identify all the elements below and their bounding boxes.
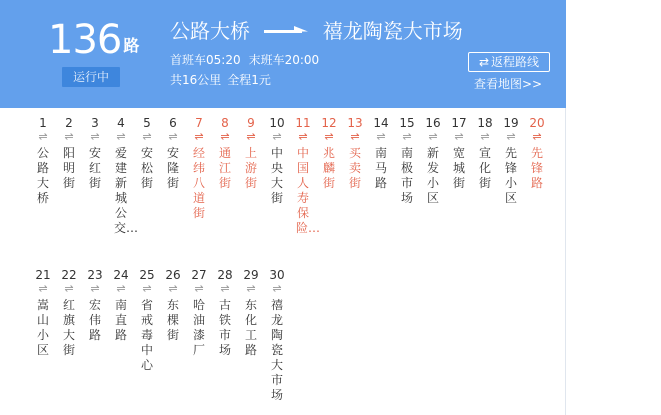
- direction-arrows-icon: ⇌: [428, 130, 438, 143]
- stop-item[interactable]: [316, 116, 342, 191]
- direction-arrows-icon: ⇌: [38, 282, 48, 295]
- direction-arrows-icon: ⇌: [116, 130, 126, 143]
- stop-item[interactable]: [264, 116, 290, 206]
- stop-index: 21: [35, 268, 51, 282]
- stop-index: 10: [269, 116, 285, 130]
- direction-arrows-icon: ⇌: [298, 130, 308, 143]
- stop-name: 经纬八道街: [192, 146, 205, 220]
- stop-index: 19: [503, 116, 519, 130]
- stop-index: 6: [169, 116, 177, 130]
- stop-name: 新发小区: [426, 146, 439, 205]
- stop-item[interactable]: [446, 116, 472, 191]
- stop-item[interactable]: [134, 116, 160, 191]
- stop-name: 南直路: [114, 298, 127, 342]
- stop-name: 南马路: [374, 146, 387, 190]
- view-map-link[interactable]: 查看地图>>: [474, 77, 543, 91]
- stop-index: 25: [139, 268, 155, 282]
- direction-arrows-icon: ⇌: [64, 130, 74, 143]
- stop-list: [30, 116, 566, 415]
- stop-item[interactable]: [160, 268, 186, 343]
- route-origin: 公路大桥: [170, 18, 250, 43]
- direction-arrows-icon: ⇌: [246, 130, 256, 143]
- route-number-suffix: 路: [123, 36, 140, 55]
- route-number: [48, 18, 144, 62]
- stop-item[interactable]: [394, 116, 420, 206]
- stop-index: 24: [113, 268, 129, 282]
- stop-name: 先锋路: [530, 146, 543, 190]
- stop-name: 禧龙陶瓷大市场: [270, 298, 283, 402]
- stop-name: 安红街: [88, 146, 101, 190]
- stop-name: 安隆街: [166, 146, 179, 190]
- direction-arrows-icon: ⇌: [90, 282, 100, 295]
- stop-item[interactable]: [30, 268, 56, 358]
- stop-index: 22: [61, 268, 77, 282]
- stop-index: 29: [243, 268, 259, 282]
- stop-item[interactable]: [342, 116, 368, 191]
- stop-item[interactable]: [472, 116, 498, 191]
- direction-arrows-icon: ⇌: [142, 130, 152, 143]
- stop-row-1: [30, 116, 566, 268]
- stop-item[interactable]: [56, 116, 82, 191]
- stop-name: 南极市场: [400, 146, 413, 205]
- stop-index: 12: [321, 116, 337, 130]
- stop-item[interactable]: [56, 268, 82, 358]
- stop-name: 公路大桥: [36, 146, 49, 205]
- stop-name: 东化工路: [244, 298, 257, 357]
- route-distance: 共16公里: [170, 73, 222, 87]
- stop-index: 18: [477, 116, 493, 130]
- stop-name: 省戒毒中心: [140, 298, 153, 372]
- direction-arrows-icon: ⇌: [480, 130, 490, 143]
- stop-item[interactable]: [186, 116, 212, 221]
- stop-item[interactable]: [264, 268, 290, 403]
- stop-index: 20: [529, 116, 545, 130]
- swap-arrows-icon: ⇄: [478, 55, 490, 69]
- stop-index: 8: [221, 116, 229, 130]
- stop-name: 中央大街: [270, 146, 283, 205]
- stop-item[interactable]: [108, 116, 139, 236]
- direction-arrows-icon: ⇌: [376, 130, 386, 143]
- direction-arrows-icon: ⇌: [350, 130, 360, 143]
- stop-item[interactable]: [238, 268, 264, 358]
- stop-item[interactable]: [524, 116, 550, 191]
- stop-item[interactable]: [134, 268, 160, 373]
- direction-arrows-icon: ⇌: [272, 282, 282, 295]
- stop-name: 红旗大街: [62, 298, 75, 357]
- stop-name: 嵩山小区: [36, 298, 49, 357]
- direction-arrows-icon: ⇌: [64, 282, 74, 295]
- route-fare: 全程1元: [227, 73, 271, 87]
- stop-item[interactable]: [186, 268, 212, 358]
- direction-arrows-icon: ⇌: [272, 130, 282, 143]
- stop-index: 5: [143, 116, 151, 130]
- stop-index: 16: [425, 116, 441, 130]
- status-badge: 运行中: [62, 67, 120, 87]
- direction-arrows-icon: ⇌: [506, 130, 516, 143]
- stop-item[interactable]: [212, 116, 238, 191]
- first-bus-time: 首班车05:20: [170, 53, 241, 67]
- stop-index: 26: [165, 268, 181, 282]
- stop-name: 古铁市场: [218, 298, 231, 357]
- stop-name: 阳明街: [62, 146, 75, 190]
- stop-name: 哈油漆厂: [192, 298, 205, 357]
- direction-arrows-icon: ⇌: [168, 282, 178, 295]
- stop-name: 宏伟路: [88, 298, 101, 342]
- last-bus-time: 末班车20:00: [248, 53, 320, 67]
- stop-name: 宣化街: [478, 146, 491, 190]
- stop-name: 安松街: [140, 146, 153, 190]
- stop-name: 爱建新城公交…: [114, 146, 139, 235]
- route-header: [0, 0, 566, 108]
- direction-arrows-icon: ⇌: [116, 282, 126, 295]
- stop-name: 东棵街: [166, 298, 179, 342]
- stop-index: 7: [195, 116, 203, 130]
- direction-arrows-icon: ⇌: [246, 282, 256, 295]
- stop-name: 先锋小区: [504, 146, 517, 205]
- direction-arrows-icon: ⇌: [194, 282, 204, 295]
- stop-item[interactable]: [30, 116, 56, 206]
- route-title: [170, 16, 463, 44]
- schedule-times: [170, 52, 319, 68]
- stop-index: 27: [191, 268, 207, 282]
- route-number-value: 136: [48, 17, 122, 63]
- direction-arrows-icon: ⇌: [454, 130, 464, 143]
- stop-item[interactable]: [420, 116, 446, 206]
- direction-arrows-icon: ⇌: [168, 130, 178, 143]
- stop-item[interactable]: [108, 268, 134, 343]
- direction-arrows-icon: ⇌: [90, 130, 100, 143]
- stop-index: 9: [247, 116, 255, 130]
- direction-arrows-icon: ⇌: [194, 130, 204, 143]
- stop-index: 23: [87, 268, 103, 282]
- route-arrow-icon: [264, 26, 308, 36]
- stop-item[interactable]: [238, 116, 264, 191]
- direction-arrows-icon: ⇌: [220, 282, 230, 295]
- stop-index: 2: [65, 116, 73, 130]
- stop-name: 中国人寿保险…: [296, 146, 321, 235]
- stop-name: 兆麟街: [322, 146, 335, 190]
- stop-index: 30: [269, 268, 285, 282]
- direction-arrows-icon: ⇌: [324, 130, 334, 143]
- reverse-route-label: 返程路线: [491, 55, 540, 69]
- stop-index: 1: [39, 116, 47, 130]
- direction-arrows-icon: ⇌: [402, 130, 412, 143]
- stop-name: 买卖街: [348, 146, 361, 190]
- stop-name: 宽城街: [452, 146, 465, 190]
- stop-index: 28: [217, 268, 233, 282]
- stop-name: 通江街: [218, 146, 231, 190]
- direction-arrows-icon: ⇌: [532, 130, 542, 143]
- stop-index: 14: [373, 116, 389, 130]
- direction-arrows-icon: ⇌: [142, 282, 152, 295]
- stop-index: 13: [347, 116, 363, 130]
- stop-item[interactable]: [498, 116, 524, 206]
- route-info: [170, 72, 271, 88]
- direction-arrows-icon: ⇌: [220, 130, 230, 143]
- stop-row-2: [30, 268, 566, 415]
- stop-item[interactable]: [368, 116, 394, 191]
- stop-item[interactable]: [160, 116, 186, 191]
- stop-item[interactable]: [82, 116, 108, 191]
- stop-index: 15: [399, 116, 415, 130]
- stop-name: 上游街: [244, 146, 257, 190]
- direction-arrows-icon: ⇌: [38, 130, 48, 143]
- stop-item[interactable]: [82, 268, 108, 343]
- stop-index: 4: [117, 116, 125, 130]
- route-destination: 禧龙陶瓷大市场: [322, 18, 463, 43]
- stop-index: 3: [91, 116, 99, 130]
- stop-item[interactable]: [212, 268, 238, 358]
- reverse-route-button[interactable]: [468, 52, 550, 72]
- stop-index: 11: [295, 116, 311, 130]
- stop-index: 17: [451, 116, 467, 130]
- stop-item[interactable]: [290, 116, 321, 236]
